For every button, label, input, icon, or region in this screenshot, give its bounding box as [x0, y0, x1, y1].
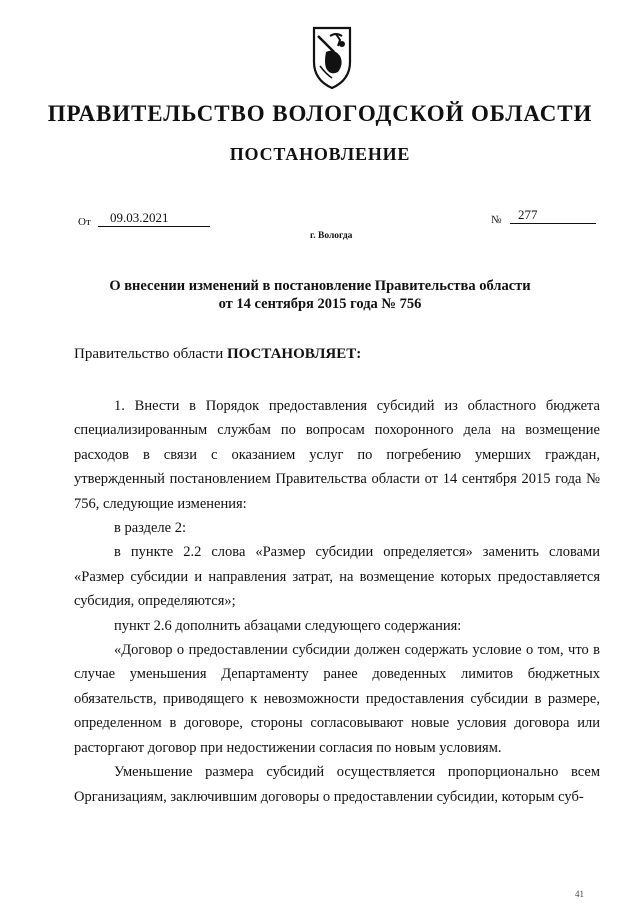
- document-body: [74, 394, 600, 809]
- footer-mark: 41: [575, 889, 584, 899]
- coat-of-arms-emblem: [300, 22, 364, 94]
- document-subject: [60, 277, 580, 313]
- government-title: ПРАВИТЕЛЬСТВО ВОЛОГОДСКОЙ ОБЛАСТИ: [47, 101, 593, 126]
- number-label: №: [491, 214, 502, 226]
- paragraph-5: «Договор о предоставлении субсидии должен содержать условие о том, что в случае уменьшения Департаменту ранее доведенных лимитов бюджетных обязательств, приводящего к невозможности предоставления субсидии в размере, определенном в договоре, стороны согласовывают новые условия договора или расторгают договор при недостижении согласия по новым условиям.: [74, 642, 600, 756]
- document-type: ПОСТАНОВЛЕНИЕ: [229, 144, 411, 164]
- date-label: От: [78, 216, 91, 228]
- paragraph-6: Уменьшение размера субсидий осуществляется пропорционально всем Организациям, заключившим договоры о предоставлении субсидии, которым суб-: [74, 764, 600, 805]
- document-date: 09.03.2021: [110, 210, 169, 225]
- document-number: 277: [518, 207, 538, 222]
- paragraph-3: в пункте 2.2 слова «Размер субсидии определяется» заменить словами «Размер субсидии и направления затрат, на возмещение которых предоставляется субсидия, определяются»;: [74, 544, 600, 610]
- paragraph-4: пункт 2.6 дополнить абзацами следующего содержания:: [114, 617, 462, 634]
- city-label: г. Вологда: [310, 231, 353, 241]
- paragraph-1: 1. Внести в Порядок предоставления субсидий из областного бюджета специализированным службам по вопросам похоронного дела на возмещение расходов в связи с оказанием услуг по погребению умерших граждан, утвержденный постановлением Правительства области от 14 сентября 2015 года № 756, следующие изменения:: [74, 398, 600, 512]
- paragraph-2: в разделе 2:: [114, 520, 187, 537]
- preamble: [74, 346, 361, 363]
- subject-line-1: О внесении изменений в постановление Правительства области: [109, 278, 531, 294]
- subject-line-2: от 14 сентября 2015 года № 756: [218, 296, 422, 312]
- preamble-text: Правительство области: [74, 346, 227, 362]
- preamble-decree-word: ПОСТАНОВЛЯЕТ:: [226, 346, 362, 362]
